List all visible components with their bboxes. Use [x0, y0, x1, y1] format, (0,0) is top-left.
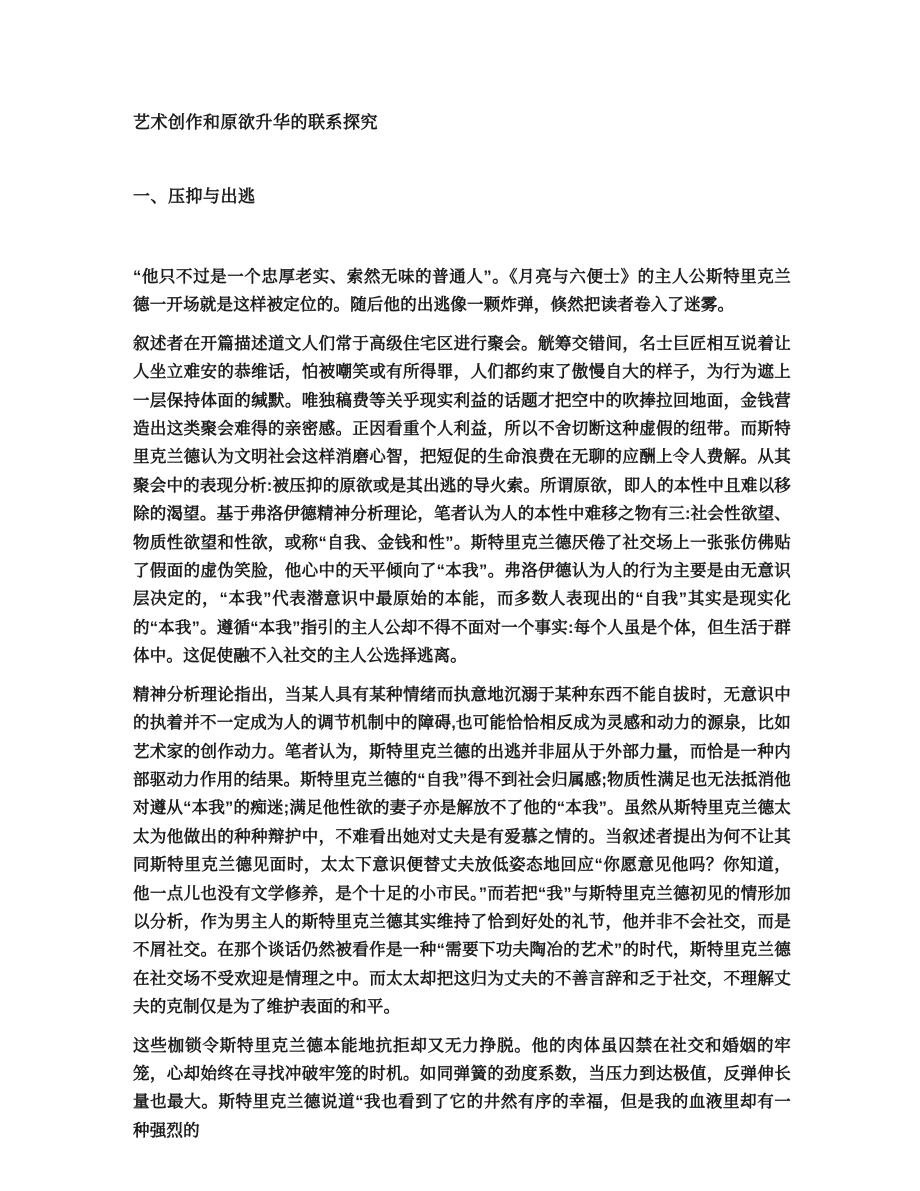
paragraph-1: “他只不过是一个忠厚老实、索然无味的普通人”。《月亮与六便士》的主人公斯特里克兰德一开场就是这样被定位的。随后他的出逃像一颗炸弹，倏然把读者卷入了迷雾。: [133, 268, 791, 315]
document-title: 艺术创作和原欲升华的联系探究: [133, 113, 378, 132]
section-heading: 一、压抑与出逃: [133, 187, 256, 206]
document-page: [133, 113, 791, 1155]
paragraph-2: 叙述者在开篇描述道文人们常于高级住宅区进行聚会。觥筹交错间，名士巨匠相互说着让人坐立难安的恭维话，怕被嘲笑或有所得罪，人们都约束了傲慢自大的样子，为行为遮上一层保持体面的缄默。唯独稿费等关乎现实利益的话题才把空中的吹捧拉回地面，金钱营造出这类聚会难得的亲密感。正因看重个人利益，所以不舍切断这种虚假的纽带。而斯特里克兰德认为文明社会这样消磨心智，把短促的生命浪费在无聊的应酬上令人费解。从其聚会中的表现分析:被压抑的原欲或是其出逃的导火索。所谓原欲，即人的本性中且难以移除的渴望。基于弗洛伊德精神分析理论，笔者认为人的本性中难移之物有三:社会性欲望、物质性欲望和性欲，或称“自我、金钱和性”。斯特里克兰德厌倦了社交场上一张张仿佛贴了假面的虚伪笑脸，他心中的天平倾向了“本我”。弗洛伊德认为人的行为主要是由无意识层决定的，“本我”代表潜意识中最原始的本能，而多数人表现出的“自我”其实是现实化的“本我”。遵循“本我”指引的主人公却不得不面对一个事实:每个人虽是个体，但生活于群体中。这促使融不入社交的主人公选择逃离。: [133, 334, 791, 666]
paragraph-4: 这些枷锁令斯特里克兰德本能地抗拒却又无力挣脱。他的肉体虽囚禁在社交和婚姻的牢笼，心却始终在寻找冲破牢笼的时机。如同弹簧的劲度系数，当压力到达极值，反弹伸长量也最大。斯特里克兰德说道“我也看到了它的井然有序的幸福，但是我的血液里却有一种强烈的: [133, 1036, 791, 1140]
paragraph-3: 精神分析理论指出，当某人具有某种情绪而执意地沉溺于某种东西不能自拔时，无意识中的执着并不一定成为人的调节机制中的障碍,也可能恰恰相反成为灵感和动力的源泉，比如艺术家的创作动力。笔者认为，斯特里克兰德的出逃并非屈从于外部力量，而恰是一种内部驱动力作用的结果。斯特里克兰德的“自我”得不到社会归属感;物质性满足也无法抵消他对遵从“本我”的痴迷;满足他性欲的妻子亦是解放不了他的“本我”。虽然从斯特里克兰德太太为他做出的种种辩护中，不难看出她对丈夫是有爱慕之情的。当叙述者提出为何不让其同斯特里克兰德见面时，太太下意识便替丈夫放低姿态地回应“你愿意见他吗？你知道，他一点儿也没有文学修养，是个十足的小市民。”而若把“我”与斯特里克兰德初见的情形加以分析，作为男主人的斯特里克兰德其实维持了恰到好处的礼节，他并非不会社交，而是不屑社交。在那个谈话仍然被看作是一种“需要下功夫陶冶的艺术”的时代，斯特里克兰德在社交场不受欢迎是情理之中。而太太却把这归为丈夫的不善言辞和乏于社交，不理解丈夫的克制仅是为了维护表面的和平。: [133, 685, 791, 1017]
